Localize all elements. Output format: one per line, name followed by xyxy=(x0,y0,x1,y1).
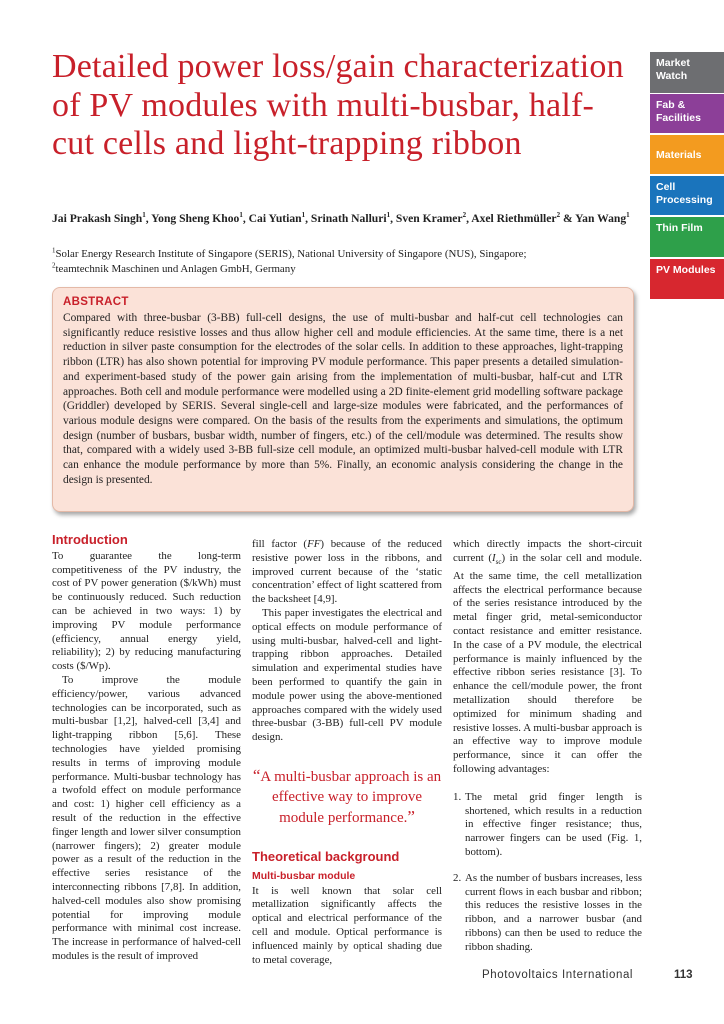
abstract-text: Compared with three-busbar (3-BB) full-cell designs, the use of multi-busbar and half-cut cell technologies can significantly reduce resistive losses and thus allow higher cell and module efficiencies. At the same time, there is a net reduction in silver paste consumption for the electrodes of the solar cells. In addition to these approaches, light-trapping ribbon (LTR) has also shown potential for improving PV module performance. This paper presents a detailed simulation- and experiment-based study of the power gain arising from the implementation of multi-busbar, half-cut and LTR approaches. Both cell and module performance were modelled using a 2D finite-element grid modelling software package (Griddler) developed by SERIS. Several single-cell and large-size modules were fabricated, and the performances of various module designs were compared. On the basis of the results from the experiments and simulations, the optimum design (number of busbars, busbar width, number of fingers, etc.) of the cell/module was determined. The results show that, compared with a widely used 3-BB full-size cell module, an optimized multi-busbar halved-cell module with LTR can enhance the module performance by more than 5%. Finally, an economic analysis considering the change in the design is presented. xyxy=(63,312,623,486)
advantages-list xyxy=(453,791,642,955)
tab-thin-film[interactable]: Thin Film xyxy=(650,217,724,257)
tab-pv-modules[interactable]: PV Modules xyxy=(650,259,724,299)
section-heading-introduction: Introduction xyxy=(52,532,128,547)
author-list xyxy=(52,212,632,227)
author: Jai Prakash Singh$^1$, xyxy=(52,211,152,225)
tab-cell-processing[interactable]: Cell Processing xyxy=(650,176,724,215)
column-2 xyxy=(252,538,442,967)
publication-name: Photovoltaics International xyxy=(482,969,634,981)
author: Yong Sheng Khoo$^1$, xyxy=(151,211,249,225)
article-title: Detailed power loss/gain characterization of PV modules with multi-busbar, half-cut cells and light-trapping ribbon xyxy=(52,48,624,162)
list-item: 1. The metal grid finger length is shortened, which results in a reduction in effective finger resistance; thus, narrower fingers can be used (Fig. 1, bottom). xyxy=(453,790,642,858)
author: Srinath Nalluri$^1$, xyxy=(310,211,396,225)
paragraph: To improve the module efficiency/power, various advanced technologies can be incorporated, such as multi-busbar [1,2], halved-cell [3,4] and light-trapping ribbon [5,6]. These technologies have yielded promising results in terms of improving module performance. Multi-busbar technology has a twofold effect on module performance and cost: 1) higher cell efficiency as a result of the reduction in the effective finger length and lower silver consumption (narrower fingers); 2) greater module power as a result of the reduction in the effective series resistance of the interconnecting ribbons [7,8]. In addition, halved-cell modules also show promising potential for improving module performance with minimal cost increase. The increase in performance of halved-cell modules is the result of improved xyxy=(52,673,241,962)
pull-quote: “A multi-busbar approach is an effective way to improve module performance.” xyxy=(252,765,442,826)
paragraph: This paper investigates the electrical and optical effects on module performance of using multi-busbar, halved-cell and light-trapping ribbon approaches. Detailed simulation and experimental studies have been performed to quantify the gain in module power using the above-mentioned approaches compared with the widely used three-busbar (3-BB) full-cell PV module design. xyxy=(252,606,442,744)
subsection-heading-multi-busbar: Multi-busbar module xyxy=(252,869,356,882)
column-3 xyxy=(453,538,642,966)
paragraph: which directly impacts the short-circuit current $(I_{sc})$ in the solar cell and module. At the same time, the cell metallization affects the electrical performance because of the series resistance introduced by the metal finger grid, metal-semiconductor contact resistance and emitter resistance. In the case of a PV module, the electrical performance is mainly influenced by the effective ribbon series resistance [3]. To enhance the cell/module power, the front metallization should therefore be optimized for minimum shading and resistive losses. A multi-busbar approach is an effective way to improve module performance, since it can offer the following advantages: xyxy=(453,538,642,775)
section-heading-theory: Theoretical background xyxy=(252,848,400,864)
author: Axel Riethmüller$^2$ & xyxy=(471,211,576,225)
tab-fab-facilities[interactable]: Fab & Facilities xyxy=(650,94,724,133)
abstract-heading: ABSTRACT xyxy=(63,296,129,308)
author: Yan Wang$^1$ xyxy=(575,211,630,225)
tab-materials[interactable]: Materials xyxy=(650,135,724,174)
affiliations xyxy=(52,247,632,276)
paragraph: It is well known that solar cell metallization significantly affects the optical and electrical performance of the cell and module. Optical performance is influenced mainly by optical shading due to metal coverage, xyxy=(252,884,442,966)
paragraph: To guarantee the long-term competitiveness of the PV industry, the cost of PV power generation ($/kWh) must be continuously reduced. Such reduction can be achieved in two ways: 1) by improving PV module performance (efficiency, annual energy yield, reliability); 2) by reducing manufacturing costs ($/Wp). xyxy=(52,549,241,673)
column-1 xyxy=(52,533,241,964)
author: Sven Kramer$^2$, xyxy=(395,211,472,225)
affiliation: $^2$teamtechnik Maschinen und Anlagen GmbH, Germany xyxy=(52,260,296,275)
list-item: 2. As the number of busbars increases, less current flows in each busbar and ribbon; this reduces the resistive losses in the ribbon, and a narrower busbar (and ribbons) can then be used to reduce the ribbon shading. xyxy=(453,871,642,953)
page-number: 113 xyxy=(674,969,693,981)
author: Cai Yutian$^1$, xyxy=(248,211,311,225)
abstract-box xyxy=(52,287,634,512)
paragraph: fill factor (FF) because of the reduced resistive power loss in the ribbons, and improved current because of the ‘static concentration’ effect of light scattered from the backsheet [4,9]. xyxy=(252,538,443,606)
affiliation: $^1$Solar Energy Research Institute of Singapore (SERIS), National University of Singapore (NUS), Singapore; xyxy=(52,246,527,260)
tab-market-watch[interactable]: Market Watch xyxy=(650,52,724,93)
